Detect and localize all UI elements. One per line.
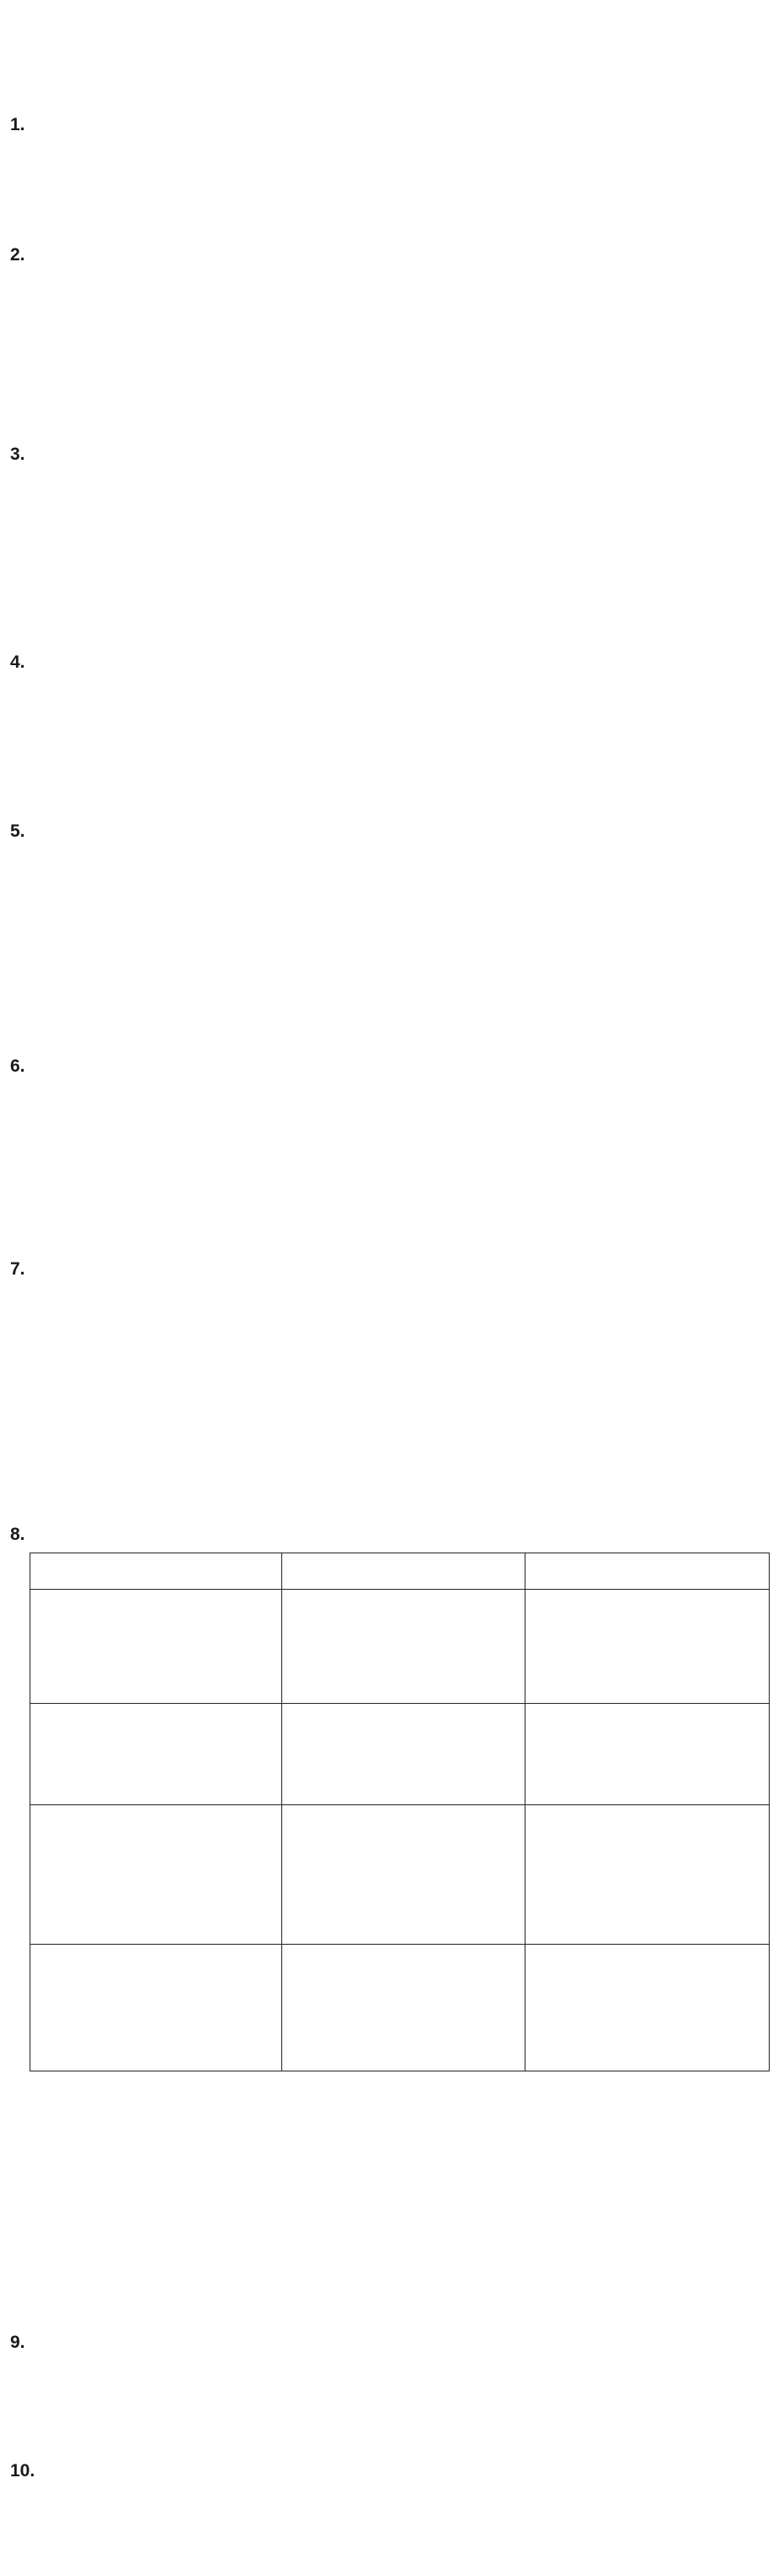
answer-5-line	[41, 846, 767, 879]
answer-7-line	[41, 1322, 767, 1355]
table-cell	[281, 1590, 525, 1704]
answer-2-line	[41, 306, 767, 339]
answer-4-line	[41, 676, 767, 709]
answer-4-line	[41, 808, 767, 841]
table-header-row	[30, 1553, 770, 1590]
answer-7-line	[41, 1388, 767, 1421]
answer-1-line	[41, 199, 767, 232]
answer-4-line	[41, 742, 767, 775]
item-number-8: 8.	[10, 1525, 25, 1544]
answer-7-line	[41, 1454, 767, 1487]
column-header	[525, 1553, 770, 1590]
answer-3-line	[41, 477, 767, 510]
answer-6	[41, 1086, 767, 1251]
item-number-9: 9.	[10, 2333, 25, 2352]
table-row	[30, 1805, 770, 1945]
item-number-5: 5.	[10, 821, 25, 841]
answer-6-line	[41, 1218, 767, 1251]
answer-4-line	[41, 775, 767, 808]
table-cell	[30, 1704, 282, 1805]
answer-6-line	[41, 1086, 767, 1119]
comparison-table	[30, 1553, 770, 2071]
answer-4	[41, 676, 767, 841]
table-cell	[30, 1590, 282, 1704]
item-number-10: 10.	[10, 2461, 35, 2480]
answer-3	[41, 477, 767, 674]
item-number-7: 7.	[10, 1259, 25, 1279]
answer-5	[41, 846, 767, 1011]
answer-7	[41, 1289, 767, 1520]
answer-7-line	[41, 1421, 767, 1454]
table-row	[30, 1590, 770, 1704]
answer-2-line	[41, 372, 767, 405]
item-number-3: 3.	[10, 445, 25, 464]
table-cell	[30, 1805, 282, 1945]
answer-2	[41, 273, 767, 438]
answer-3-line	[41, 641, 767, 674]
answer-3-line	[41, 576, 767, 609]
table-cell	[30, 1945, 282, 2071]
answer-6-line	[41, 1185, 767, 1218]
answer-2-line	[41, 339, 767, 372]
table-cell	[281, 1805, 525, 1945]
table-cell	[525, 1704, 770, 1805]
answer-5-line	[41, 912, 767, 945]
answer-7-line	[41, 1289, 767, 1322]
answer-4-line	[41, 709, 767, 742]
column-header	[30, 1553, 282, 1590]
answer-3-line	[41, 609, 767, 641]
table-cell	[525, 1945, 770, 2071]
answer-6-line	[41, 1119, 767, 1152]
table-cell	[281, 1945, 525, 2071]
table-cell	[525, 1805, 770, 1945]
answer-1-line	[41, 134, 767, 166]
item-number-1: 1.	[10, 115, 25, 134]
item-number-4: 4.	[10, 652, 25, 672]
answer-1-line	[41, 166, 767, 199]
answer-3-line	[41, 543, 767, 576]
answer-5-line	[41, 945, 767, 978]
item-number-2: 2.	[10, 245, 25, 265]
answer-7-line	[41, 1355, 767, 1388]
answer-2-line	[41, 273, 767, 306]
answer-6-line	[41, 1152, 767, 1185]
answer-5-line	[41, 978, 767, 1011]
table-row	[30, 1704, 770, 1805]
table-cell	[281, 1704, 525, 1805]
item-number-6: 6.	[10, 1056, 25, 1076]
answer-7-line	[41, 1487, 767, 1520]
table-row	[30, 1945, 770, 2071]
answer-5-line	[41, 879, 767, 912]
answer-2-line	[41, 405, 767, 438]
answer-3-line	[41, 510, 767, 543]
table-cell	[525, 1590, 770, 1704]
column-header	[281, 1553, 525, 1590]
answer-1	[41, 134, 767, 232]
